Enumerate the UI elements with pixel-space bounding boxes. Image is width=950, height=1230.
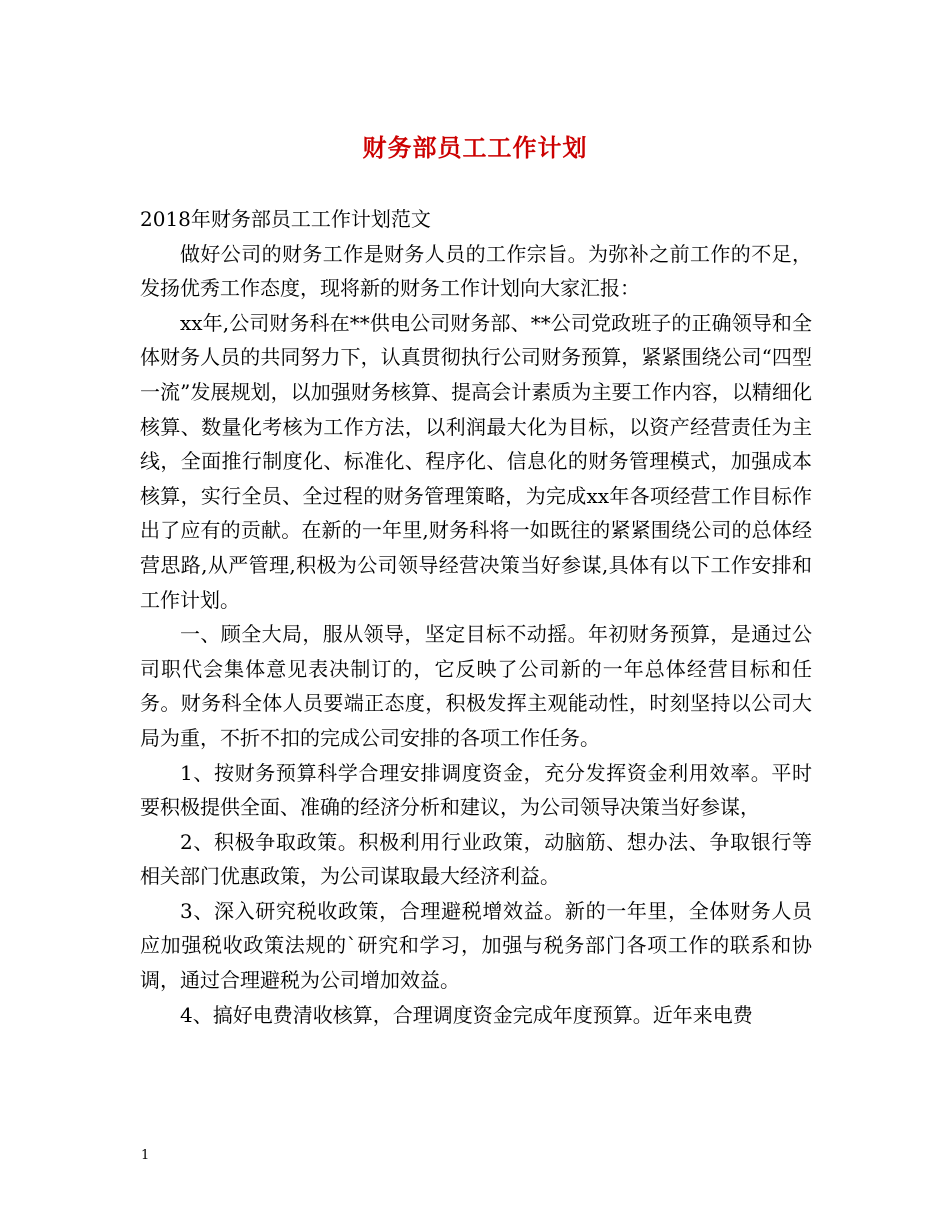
paragraph-item-4: 4、搞好电费清收核算，合理调度资金完成年度预算。近年来电费 — [180, 1002, 753, 1027]
document-subtitle: 2018年财务部员工工作计划范文 — [140, 207, 431, 231]
paragraph-item-3: 3、深入研究税收政策，合理避税增效益。新的一年里，全体财务人员应加强税收政策法规的`研究和学习，加强与税务部门各项工作的联系和协调，通过合理避税为公司增加效益。 — [140, 898, 812, 993]
paragraph-intro: 做好公司的财务工作是财务人员的工作宗旨。为弥补之前工作的不足，发扬优秀工作态度，现将新的财务工作计划向大家汇报： — [140, 241, 812, 301]
paragraph-item-1: 1、按财务预算科学合理安排调度资金，充分发挥资金利用效率。平时要积极提供全面、准确的经济分析和建议，为公司领导决策当好参谋， — [140, 760, 812, 820]
document-body — [140, 202, 812, 1032]
document-title: 财务部员工工作计划 — [362, 133, 588, 162]
paragraph-section-one: 一、顾全大局，服从领导，坚定目标不动摇。年初财务预算，是通过公司职代会集体意见表决制订的，它反映了公司新的一年总体经营目标和任务。财务科全体人员要端正态度，积极发挥主观能动性，时刻坚持以公司大局为重，不折不扣的完成公司安排的各项工作任务。 — [140, 622, 812, 750]
page-number: 1 — [141, 1148, 150, 1163]
paragraph-item-2: 2、积极争取政策。积极利用行业政策，动脑筋、想办法、争取银行等相关部门优惠政策，为公司谋取最大经济利益。 — [140, 829, 812, 889]
paragraph-summary: xx年,公司财务科在**供电公司财务部、**公司党政班子的正确领导和全体财务人员的共同努力下，认真贯彻执行公司财务预算，紧紧围绕公司“四型一流”发展规划，以加强财务核算、提高会计素质为主要工作内容，以精细化核算、数量化考核为工作方法，以利润最大化为目标，以资产经营责任为主线，全面推行制度化、标准化、程序化、信息化的财务管理模式，加强成本核算，实行全员、全过程的财务管理策略，为完成xx年各项经营工作目标作出了应有的贡献。在新的一年里,财务科将一如既往的紧紧围绕公司的总体经营思路,从严管理,积极为公司领导经营决策当好参谋,具体有以下工作安排和工作计划。 — [140, 310, 812, 612]
